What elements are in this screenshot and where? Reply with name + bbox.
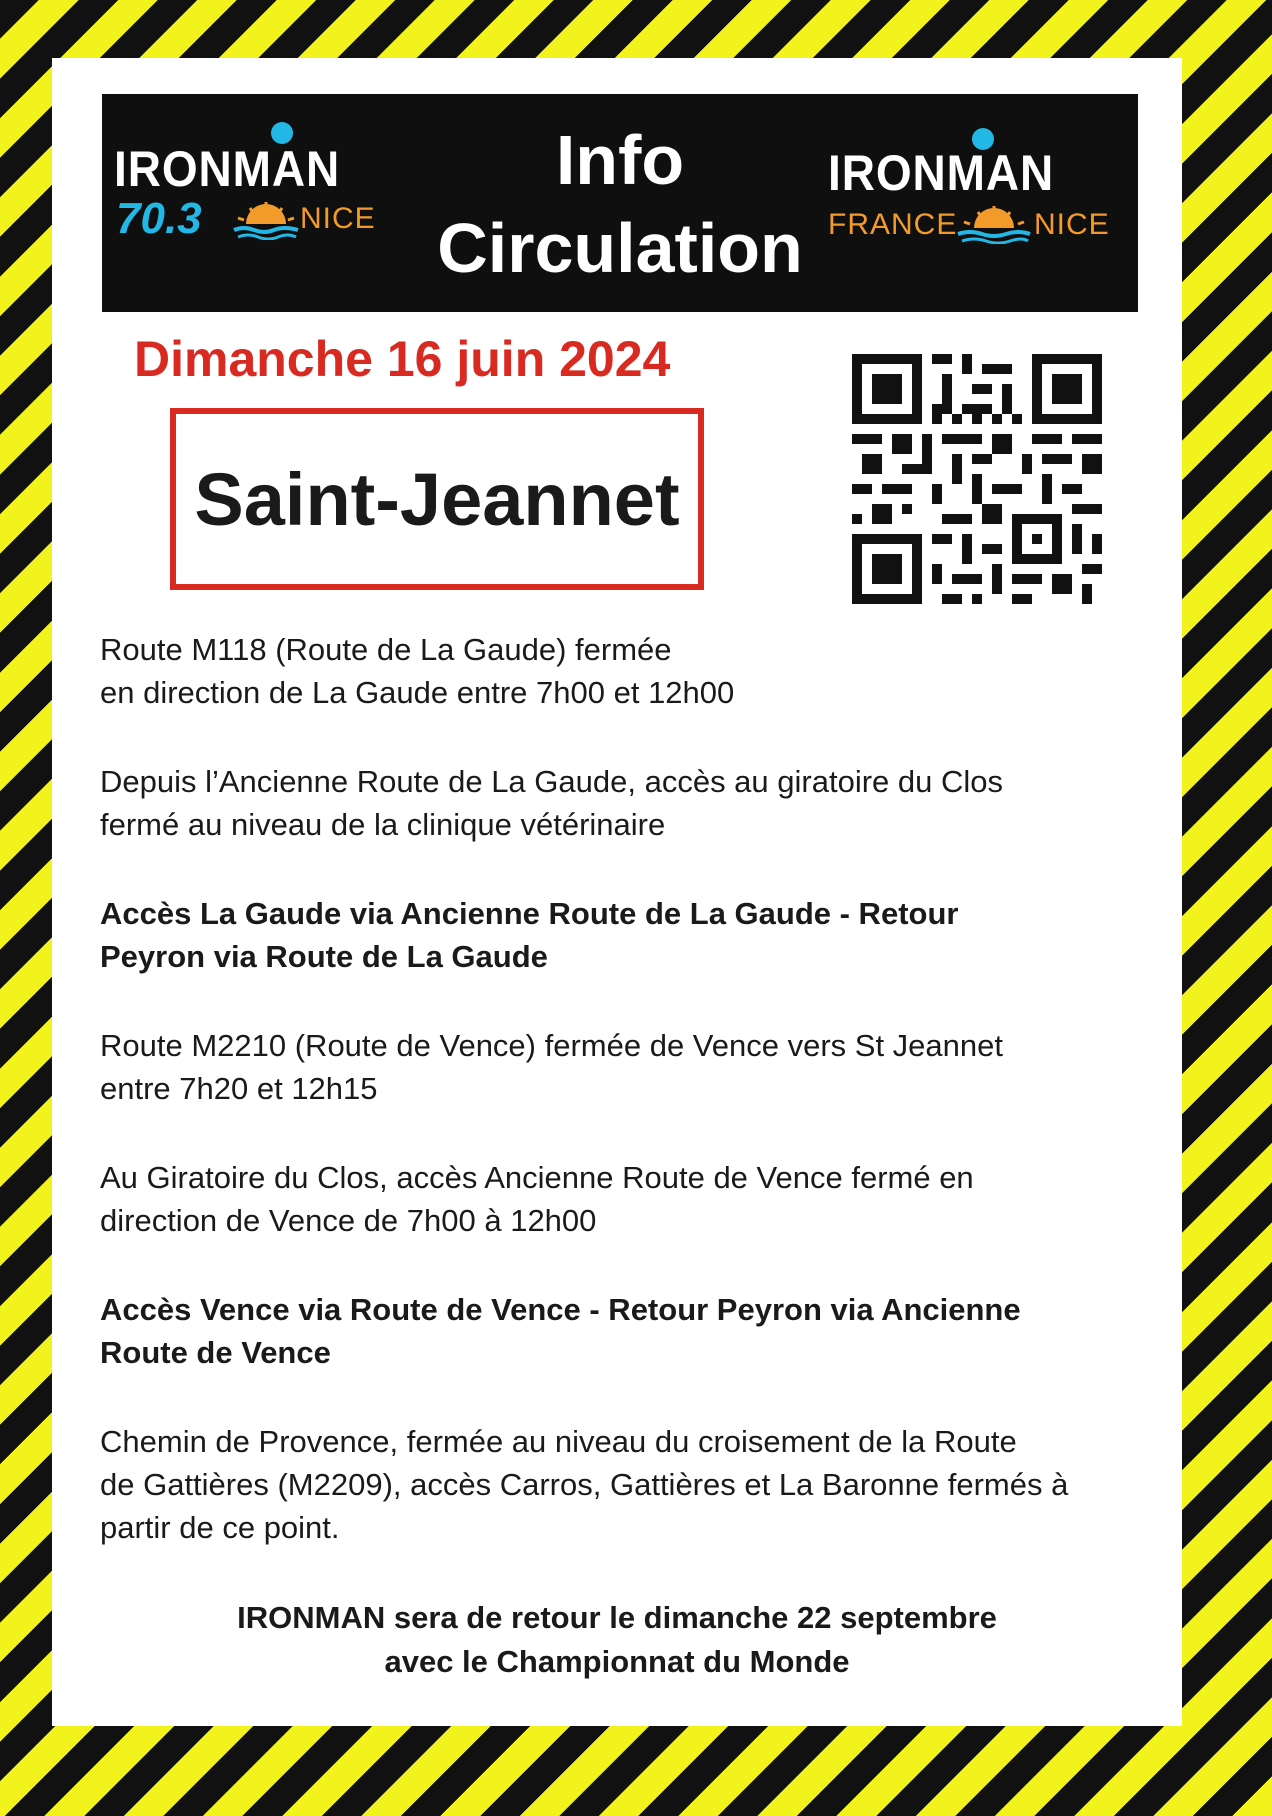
footer-line: avec le Championnat du Monde bbox=[384, 1644, 850, 1679]
paragraph-line: partir de ce point. bbox=[100, 1510, 340, 1545]
paragraph-line: Accès Vence via Route de Vence - Retour Peyron via Ancienne bbox=[100, 1292, 1021, 1327]
paragraph-line: Route M2210 (Route de Vence) fermée de Vence vers St Jeannet bbox=[100, 1028, 1003, 1063]
closure-paragraph bbox=[100, 1156, 1140, 1242]
logo-brand-text: IRONMAN bbox=[828, 145, 1055, 201]
paragraph-line: direction de Vence de 7h00 à 12h00 bbox=[100, 1203, 597, 1238]
logo-brand-text: IRONMAN bbox=[114, 141, 341, 197]
event-date: Dimanche 16 juin 2024 bbox=[134, 331, 671, 387]
town-sign bbox=[170, 408, 704, 590]
title-line-1: Info bbox=[555, 121, 685, 199]
qr-code-icon[interactable] bbox=[852, 354, 1102, 604]
sun-wave-icon bbox=[956, 204, 1032, 244]
footer-announcement bbox=[52, 1596, 1182, 1684]
logo-city: NICE bbox=[1034, 208, 1110, 241]
footer-line: IRONMAN sera de retour le dimanche 22 septembre bbox=[237, 1600, 997, 1635]
paragraph-line: Depuis l’Ancienne Route de La Gaude, accès au giratoire du Clos bbox=[100, 764, 1003, 799]
logo-number: 70.3 bbox=[116, 194, 202, 243]
header-banner bbox=[102, 94, 1138, 312]
access-paragraph bbox=[100, 1288, 1140, 1374]
logo-city: NICE bbox=[300, 202, 376, 235]
closure-paragraph bbox=[100, 1024, 1140, 1110]
paragraph-line: Au Giratoire du Clos, accès Ancienne Route de Vence fermé en bbox=[100, 1160, 974, 1195]
access-paragraph bbox=[100, 892, 1140, 978]
town-name: Saint-Jeannet bbox=[194, 457, 680, 541]
closure-paragraph bbox=[100, 628, 1140, 714]
paragraph-line: Route M118 (Route de La Gaude) fermée bbox=[100, 632, 672, 667]
banner-title bbox=[400, 116, 840, 292]
paragraph-line: Accès La Gaude via Ancienne Route de La Gaude - Retour bbox=[100, 896, 959, 931]
notice-sheet bbox=[52, 58, 1182, 1726]
paragraph-line: entre 7h20 et 12h15 bbox=[100, 1071, 378, 1106]
closure-paragraph bbox=[100, 760, 1140, 846]
closure-list bbox=[100, 628, 1140, 1595]
paragraph-line: en direction de La Gaude entre 7h00 et 12h00 bbox=[100, 675, 735, 710]
sun-wave-icon bbox=[232, 200, 300, 240]
paragraph-line: fermé au niveau de la clinique vétérinaire bbox=[100, 807, 666, 842]
logo-country: FRANCE bbox=[828, 208, 958, 241]
ironman-france-nice-logo bbox=[828, 134, 1118, 254]
title-line-2: Circulation bbox=[437, 209, 803, 287]
paragraph-line: Peyron via Route de La Gaude bbox=[100, 939, 548, 974]
closure-paragraph bbox=[100, 1420, 1140, 1549]
paragraph-line: Route de Vence bbox=[100, 1335, 331, 1370]
ironman-70-3-nice-logo bbox=[114, 110, 394, 250]
paragraph-line: Chemin de Provence, fermée au niveau du croisement de la Route bbox=[100, 1424, 1017, 1459]
paragraph-line: de Gattières (M2209), accès Carros, Gattières et La Baronne fermés à bbox=[100, 1467, 1069, 1502]
